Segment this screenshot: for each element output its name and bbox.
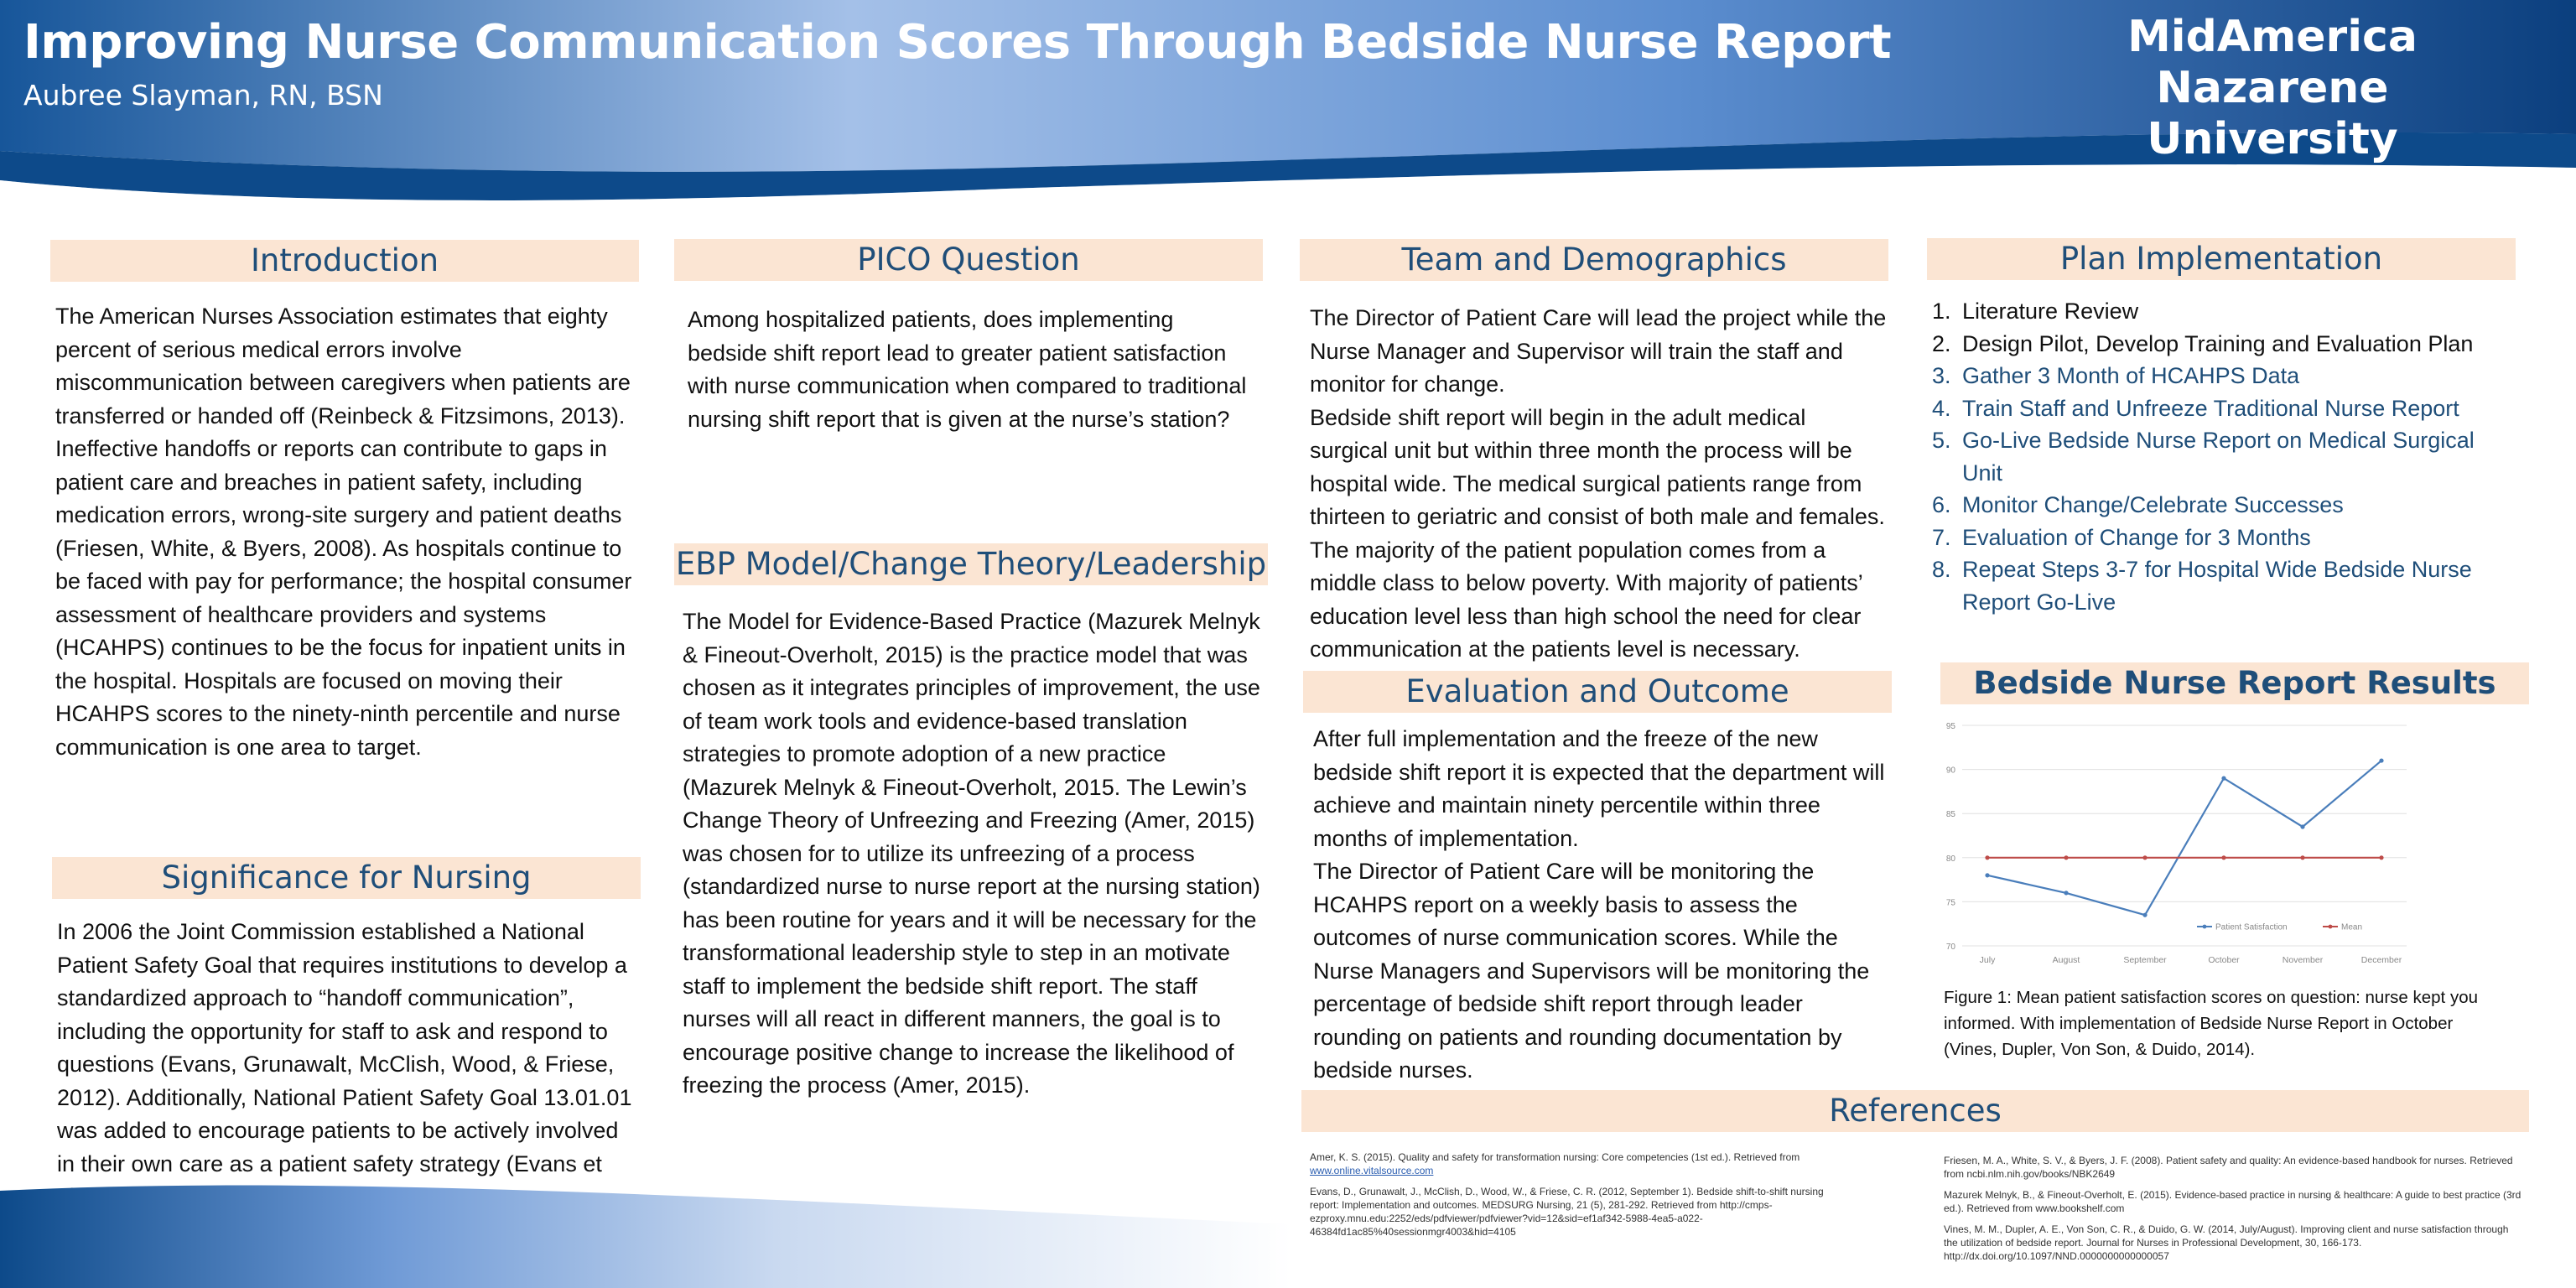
reference-text: Mazurek Melnyk, B., & Fineout-Overholt, E. (2015). Evidence-based practice in nursing & healthcare: A guide to best practice (3rd ed.). Retrieved from www.bookshelf.com bbox=[1944, 1189, 2521, 1214]
significance-text: In 2006 the Joint Commission established a National Patient Safety Goal that requires institutions to develop a standardized approach to “handoff communication”, including the opportunity for staff to ask and respond to questions (Evans, Grunawalt, McClish, Wood, & Friese, 2012). Additionally, National Patient Safety Goal 13.01.01 was added to encourage patients to be actively involved in their own care as a patient safety strategy (Evans et bbox=[57, 919, 632, 1176]
legend-label: Patient Satisfaction bbox=[2215, 922, 2288, 932]
pico-text: Among hospitalized patients, does implementing bedside shift report lead to greater patient satisfaction with nurse communication when compared to traditional nursing shift report that is given at the nurse’s station? bbox=[688, 307, 1247, 432]
plan-item bbox=[1932, 522, 2519, 554]
plan-item bbox=[1932, 360, 2519, 392]
data-point bbox=[2064, 891, 2068, 895]
university-name bbox=[2046, 12, 2499, 164]
plan-item-text: Go-Live Bedside Nurse Report on Medical Surgical Unit bbox=[1962, 428, 2475, 486]
ebp-heading: EBP Model/Change Theory/Leadership bbox=[674, 543, 1268, 585]
x-tick-label: September bbox=[2123, 955, 2167, 965]
data-point bbox=[2300, 855, 2304, 860]
reference-text: Friesen, M. A., White, S. V., & Byers, J. F. (2008). Patient safety and quality: An evidence-based handbook for nurses. Retrieved from ncbi.nlm.nih.gov/books/NBK2649 bbox=[1944, 1155, 2513, 1180]
plan-item-number: 2. bbox=[1932, 330, 1951, 356]
team-paragraph-2: Bedside shift report will begin in the adult medical surgical unit but within three month the process will be hospital wide. The medical surgical patients range from thirteen to geriatric and consist of both male and females. The majority of the patient population comes from a middle class to below poverty. With majority of patients’ education level less than high school the need for clear communication at the patients level is necessary. bbox=[1310, 404, 1885, 662]
data-point bbox=[2379, 758, 2383, 762]
team-heading: Team and Demographics bbox=[1300, 239, 1888, 281]
x-tick-label: October bbox=[2208, 955, 2240, 965]
plan-item-text: Design Pilot, Develop Training and Evaluation Plan bbox=[1962, 330, 2474, 356]
series-line-1 bbox=[1987, 761, 2381, 915]
plan-item-number: 6. bbox=[1932, 492, 1951, 517]
x-tick-label: August bbox=[2052, 955, 2080, 965]
author-name: Aubree Slayman, RN, BSN bbox=[23, 79, 383, 112]
introduction-heading: Introduction bbox=[50, 240, 639, 282]
evaluation-paragraph-2: The Director of Patient Care will be monitoring the HCAHPS report on a weekly basis to assess the outcomes of nurse communication scores. While the Nurse Managers and Supervisors will be monitoring the percentage of bedside shift report through leader rounding on patients and rounding documentation by bedside nurses. bbox=[1313, 859, 1870, 1083]
team-paragraph-1: The Director of Patient Care will lead the project while the Nurse Manager and Supervisor will train the staff and monitor for change. bbox=[1310, 305, 1887, 397]
plan-item bbox=[1932, 553, 2519, 618]
data-point bbox=[2142, 913, 2147, 917]
x-tick-label: November bbox=[2282, 955, 2324, 965]
legend-marker bbox=[2329, 925, 2333, 929]
legend-label: Mean bbox=[2341, 922, 2363, 932]
data-point bbox=[2142, 855, 2147, 860]
reference-text: Amer, K. S. (2015). Quality and safety for transformation nursing: Core competencies (1st ed.). Retrieved from bbox=[1310, 1151, 1800, 1163]
significance-heading: Significance for Nursing bbox=[52, 857, 641, 899]
plan-item bbox=[1932, 295, 2519, 328]
y-tick-label: 85 bbox=[1945, 810, 1955, 820]
x-tick-label: December bbox=[2360, 955, 2402, 965]
plan-item bbox=[1932, 328, 2519, 361]
plan-item-text: Repeat Steps 3-7 for Hospital Wide Bedside Nurse Report Go-Live bbox=[1962, 557, 2472, 615]
data-point bbox=[2379, 855, 2383, 860]
ebp-text: The Model for Evidence-Based Practice (Mazurek Melnyk & Fineout-Overholt, 2015) is the practice model that was chosen as it integrates principles of improvement, the use of team work tools and evidence-based translation strategies to promote adoption of a new practice (Mazurek Melnyk & Fineout-Overholt, 2015. The Lewin’s Change Theory of Unfreezing and Freezing (Amer, 2015) was chosen for to utilize its unfreezing of a process (standardized nurse to nurse report at the nursing station) has been routine for years and it will be necessary for the transformational leadership style to step in an motivate staff to implement the bedside shift report. The staff nurses will all react in different manners, the goal is to encourage positive change to increase the likelihood of freezing the process (Amer, 2015). bbox=[683, 609, 1260, 1098]
plan-item-text: Train Staff and Unfreeze Traditional Nurse Report bbox=[1962, 395, 2459, 421]
results-chart bbox=[1937, 713, 2415, 973]
poster-title: Improving Nurse Communication Scores Through Bedside Nurse Report bbox=[23, 15, 1892, 70]
introduction-text: The American Nurses Association estimates that eighty percent of serious medical errors involve miscommunication between caregivers when patients are transferred or handed off (Reinbeck & Fitzsimons, 2013). Ineffective handoffs or reports can contribute to gaps in patient care and breaches in patient safety, including medication errors, wrong-site surgery and patient deaths (Friesen, White, & Byers, 2008). As hospitals continue to be faced with pay for performance; the hospital consumer assessment of healthcare providers and systems (HCAHPS) continues to be the focus for inpatient units in the hospital. Hospitals are focused on moving their HCAHPS scores to the ninety-ninth percentile and nurse communication is one area to target. bbox=[55, 304, 632, 760]
y-tick-label: 80 bbox=[1945, 854, 1955, 864]
legend-marker bbox=[2203, 925, 2207, 929]
y-tick-label: 70 bbox=[1945, 943, 1955, 952]
university-line-2: Nazarene University bbox=[2147, 62, 2398, 164]
x-tick-label: July bbox=[1979, 955, 1996, 965]
results-heading: Bedside Nurse Report Results bbox=[1940, 662, 2529, 704]
reference-link[interactable]: www.online.vitalsource.com bbox=[1310, 1165, 1434, 1176]
plan-item-number: 4. bbox=[1932, 395, 1951, 421]
data-point bbox=[2300, 824, 2304, 828]
data-point bbox=[1985, 855, 1989, 860]
data-point bbox=[2064, 855, 2068, 860]
footer-wave bbox=[0, 1166, 2576, 1288]
y-tick-label: 75 bbox=[1945, 898, 1955, 908]
evaluation-paragraph-1: After full implementation and the freeze of the new bedside shift report it is expected that the department will achieve and maintain ninety percentile within three months of implementation. bbox=[1313, 726, 1885, 851]
university-line-1: MidAmerica bbox=[2127, 12, 2418, 62]
data-point bbox=[1985, 873, 1989, 877]
evaluation-text bbox=[1313, 723, 1892, 1088]
plan-item-number: 8. bbox=[1932, 557, 1951, 582]
evaluation-heading: Evaluation and Outcome bbox=[1303, 671, 1892, 713]
plan-item-number: 1. bbox=[1932, 299, 1951, 324]
plan-item-number: 3. bbox=[1932, 363, 1951, 388]
reference-text: Evans, D., Grunawalt, J., McClish, D., Wood, W., & Friese, C. R. (2012, September 1). Bedside shift-to-shift nursing report: Implementation and outcomes. MEDSURG Nursing, 21 (5), 281-292. Retrieved from http://cmps-ezproxy.mnu.edu:2252/eds/pdfviewer/pdfviewer?vid=12&sid=ef1af342-5988-4ea5-a022-46384fd1ac85%40sessionmgr4003&hid=4105 bbox=[1310, 1186, 1824, 1238]
plan-item bbox=[1932, 424, 2519, 489]
data-point bbox=[2221, 776, 2225, 781]
team-text bbox=[1310, 302, 1888, 667]
plan-item-number: 5. bbox=[1932, 428, 1951, 453]
plan-item-number: 7. bbox=[1932, 524, 1951, 550]
plan-item bbox=[1932, 489, 2519, 522]
plan-item-text: Monitor Change/Celebrate Successes bbox=[1962, 492, 2344, 517]
plan-heading: Plan Implementation bbox=[1927, 238, 2516, 280]
y-tick-label: 95 bbox=[1945, 722, 1955, 731]
reference-text: Vines, M. M., Dupler, A. E., Von Son, C. R., & Duido, G. W. (2014, July/August). Improving client and nurse satisfaction through the utilization of bedside report. Journal for Nurses in Professional Development, 30, 166-173. http://dx.doi.org/10.1097/NND.0000000000000057 bbox=[1944, 1223, 2509, 1262]
plan-item-text: Gather 3 Month of HCAHPS Data bbox=[1962, 363, 2300, 388]
pico-heading: PICO Question bbox=[674, 239, 1263, 281]
figure-caption: Figure 1: Mean patient satisfaction scores on question: nurse kept you informed. With implementation of Bedside Nurse Report in October (Vines, Dupler, Von Son, & Duido, 2014). bbox=[1944, 988, 2479, 1059]
data-point bbox=[2221, 855, 2225, 860]
plan-list bbox=[1932, 295, 2519, 618]
references-heading: References bbox=[1301, 1090, 2529, 1132]
plan-item bbox=[1932, 392, 2519, 425]
plan-item-text: Literature Review bbox=[1962, 299, 2139, 324]
plan-item-text: Evaluation of Change for 3 Months bbox=[1962, 524, 2311, 550]
y-tick-label: 90 bbox=[1945, 766, 1955, 776]
